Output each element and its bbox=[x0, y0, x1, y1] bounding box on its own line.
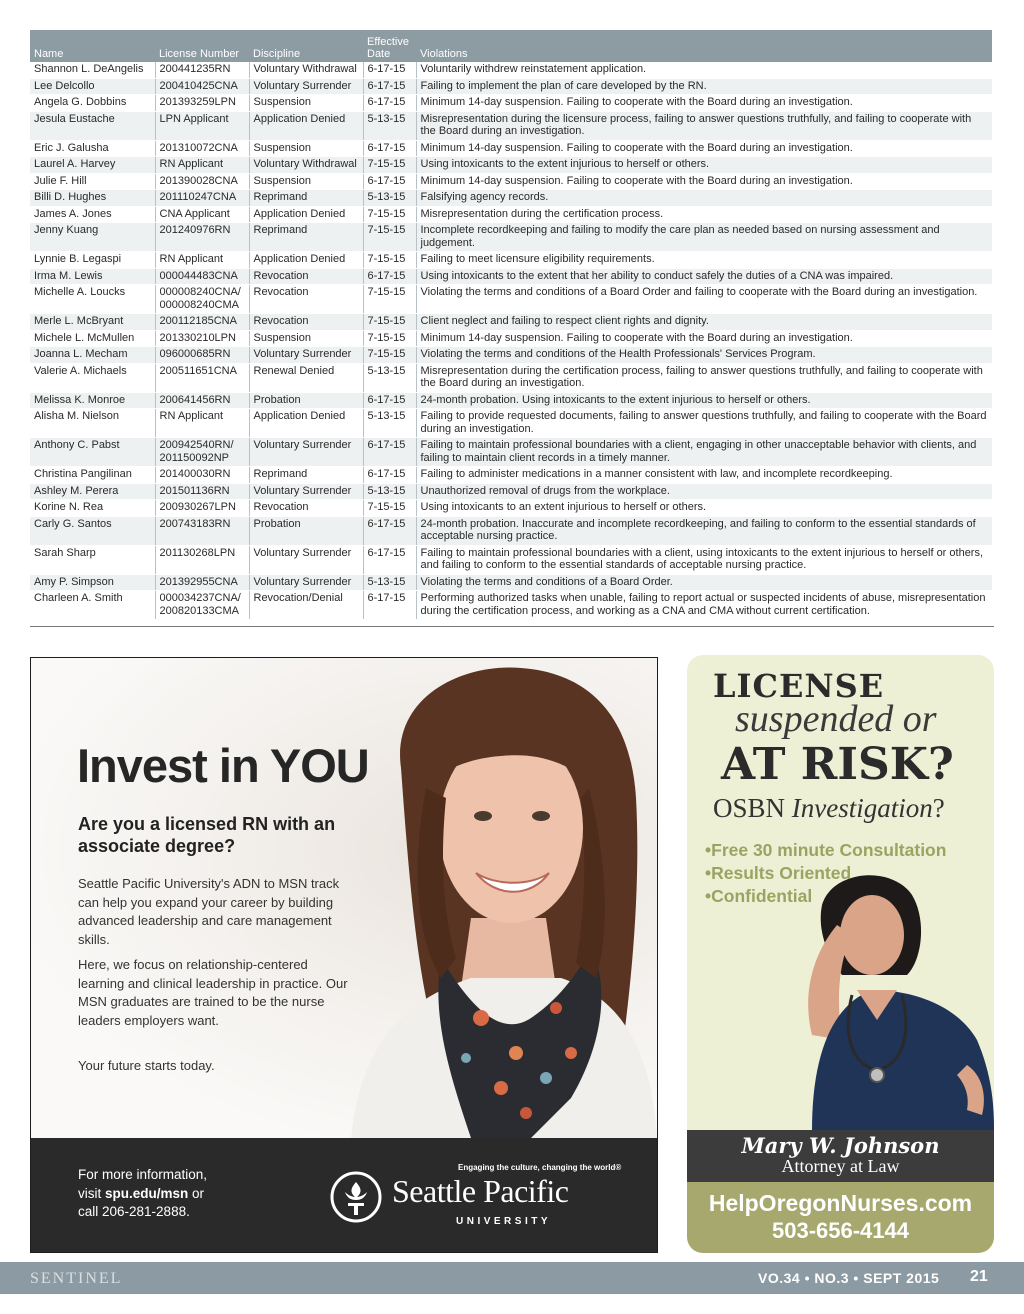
atty-headline-suspended: suspended or bbox=[735, 698, 937, 740]
spu-info-line1: For more information, bbox=[78, 1167, 208, 1182]
cell-violations: Violating the terms and conditions of a Board Order. bbox=[416, 574, 992, 591]
cell-name: Lynnie B. Legaspi bbox=[30, 252, 155, 269]
cell-date: 6-17-15 bbox=[363, 516, 416, 545]
cell-violations: Minimum 14-day suspension. Failing to cooperate with the Board during an investigation. bbox=[416, 173, 992, 190]
table-row bbox=[30, 206, 992, 223]
spu-phone: call 206-281-2888. bbox=[78, 1204, 190, 1219]
atty-question-mark: ? bbox=[932, 793, 945, 823]
table-row bbox=[30, 78, 992, 95]
footer-page-number: 21 bbox=[970, 1268, 988, 1285]
spu-logo-subtitle: UNIVERSITY bbox=[456, 1216, 552, 1227]
atty-osbn-line bbox=[713, 793, 945, 824]
table-row bbox=[30, 330, 992, 347]
cell-date: 7-15-15 bbox=[363, 500, 416, 517]
cell-date: 7-15-15 bbox=[363, 285, 416, 314]
cell-name: Michele L. McMullen bbox=[30, 330, 155, 347]
spu-advertisement[interactable] bbox=[30, 657, 658, 1253]
cell-license: 201390028CNA bbox=[155, 173, 249, 190]
cell-date: 5-13-15 bbox=[363, 190, 416, 207]
cell-name: Billi D. Hughes bbox=[30, 190, 155, 207]
cell-name: Merle L. McBryant bbox=[30, 314, 155, 331]
cell-violations: Unauthorized removal of drugs from the workplace. bbox=[416, 483, 992, 500]
atty-phone: 503-656-4144 bbox=[771, 1218, 909, 1243]
cell-license: 200410425CNA bbox=[155, 78, 249, 95]
cell-name: Laurel A. Harvey bbox=[30, 157, 155, 174]
cell-discipline: Suspension bbox=[249, 330, 363, 347]
atty-headline-at-risk: AT RISK? bbox=[721, 739, 954, 790]
header-license: License Number bbox=[155, 30, 249, 62]
spu-paragraph-2: Here, we focus on relationship-centered learning and clinical leadership in practice. Our MSN graduates are trained to be the nurse leaders employers want. bbox=[78, 957, 348, 1028]
cell-name: Jenny Kuang bbox=[30, 223, 155, 252]
spu-logo-icon bbox=[329, 1170, 383, 1224]
section-divider bbox=[30, 626, 994, 627]
atty-bullet-results: •Results Oriented bbox=[705, 863, 852, 883]
cell-name: Amy P. Simpson bbox=[30, 574, 155, 591]
cell-violations: Incomplete recordkeeping and failing to modify the care plan as needed based on nursing assessment and judgement. bbox=[416, 223, 992, 252]
cell-name: Alisha M. Nielson bbox=[30, 409, 155, 438]
atty-headline-license: LICENSE bbox=[713, 667, 885, 705]
table-row bbox=[30, 190, 992, 207]
cell-discipline: Reprimand bbox=[249, 467, 363, 484]
cell-name: Anthony C. Pabst bbox=[30, 438, 155, 467]
cell-license: RN Applicant bbox=[155, 252, 249, 269]
cell-license: 201110247CNA bbox=[155, 190, 249, 207]
cell-discipline: Application Denied bbox=[249, 409, 363, 438]
cell-violations: Using intoxicants to the extent that her ability to conduct safely the duties of a CNA was impaired. bbox=[416, 268, 992, 285]
cell-date: 5-13-15 bbox=[363, 574, 416, 591]
footer-issue: VO.34 • NO.3 • SEPT 2015 bbox=[758, 1270, 940, 1286]
cell-discipline: Voluntary Surrender bbox=[249, 347, 363, 364]
cell-discipline: Reprimand bbox=[249, 223, 363, 252]
cell-violations: Voluntarily withdrew reinstatement application. bbox=[416, 62, 992, 78]
table-row bbox=[30, 314, 992, 331]
atty-name: Mary W. Johnson bbox=[741, 1133, 940, 1158]
header-discipline: Discipline bbox=[249, 30, 363, 62]
spu-paragraph-3: Your future starts today. bbox=[78, 1058, 215, 1073]
table-body bbox=[30, 62, 992, 620]
atty-investigation: Investigation bbox=[791, 793, 933, 823]
cell-violations: Minimum 14-day suspension. Failing to cooperate with the Board during an investigation. bbox=[416, 330, 992, 347]
cell-discipline: Suspension bbox=[249, 95, 363, 112]
table-row bbox=[30, 545, 992, 574]
atty-title: Attorney at Law bbox=[781, 1156, 900, 1176]
atty-website-link[interactable]: HelpOregonNurses.com bbox=[708, 1190, 973, 1216]
cell-name: James A. Jones bbox=[30, 206, 155, 223]
cell-discipline: Application Denied bbox=[249, 252, 363, 269]
cell-license: 201310072CNA bbox=[155, 140, 249, 157]
cell-name: Sarah Sharp bbox=[30, 545, 155, 574]
cell-violations: Failing to meet licensure eligibility requirements. bbox=[416, 252, 992, 269]
cell-violations: Failing to administer medications in a manner consistent with law, and incomplete recordkeeping. bbox=[416, 467, 992, 484]
header-violations: Violations bbox=[416, 30, 992, 62]
table-row bbox=[30, 173, 992, 190]
spu-subheadline: Are you a licensed RN with an associate degree? bbox=[78, 814, 336, 856]
cell-violations: Falsifying agency records. bbox=[416, 190, 992, 207]
table-header-row bbox=[30, 30, 992, 62]
cell-license: 096000685RN bbox=[155, 347, 249, 364]
cell-violations: Failing to maintain professional boundaries with a client, using intoxicants to the extent injurious to herself or others, and failing to conform to the essential standards of acceptable nursing practice. bbox=[416, 545, 992, 574]
cell-discipline: Application Denied bbox=[249, 111, 363, 140]
cell-violations: Failing to provide requested documents, failing to answer questions truthfully, and failing to cooperate with the Board during an investigation. bbox=[416, 409, 992, 438]
cell-discipline: Voluntary Surrender bbox=[249, 574, 363, 591]
cell-date: 6-17-15 bbox=[363, 62, 416, 78]
cell-license: 201400030RN bbox=[155, 467, 249, 484]
woman-portrait-image bbox=[331, 658, 657, 1138]
header-name: Name bbox=[30, 30, 155, 62]
cell-name: Michelle A. Loucks bbox=[30, 285, 155, 314]
cell-date: 7-15-15 bbox=[363, 314, 416, 331]
cell-date: 6-17-15 bbox=[363, 545, 416, 574]
cell-license: 200511651CNA bbox=[155, 363, 249, 392]
cell-name: Shannon L. DeAngelis bbox=[30, 62, 155, 78]
cell-violations: Misrepresentation during the certification process, failing to answer questions truthfully, and failing to cooperate with the Board during an investigation. bbox=[416, 363, 992, 392]
cell-license: 200112185CNA bbox=[155, 314, 249, 331]
cell-date: 7-15-15 bbox=[363, 157, 416, 174]
cell-license: 201393259LPN bbox=[155, 95, 249, 112]
cell-name: Irma M. Lewis bbox=[30, 268, 155, 285]
header-date-line1: Effective bbox=[367, 36, 409, 48]
table-row bbox=[30, 285, 992, 314]
cell-discipline: Revocation bbox=[249, 268, 363, 285]
cell-violations: 24-month probation. Inaccurate and incomplete recordkeeping, and failing to conform to the essential standards of acceptable nursing practice. bbox=[416, 516, 992, 545]
cell-license: CNA Applicant bbox=[155, 206, 249, 223]
cell-date: 6-17-15 bbox=[363, 392, 416, 409]
cell-name: Jesula Eustache bbox=[30, 111, 155, 140]
cell-name: Joanna L. Mecham bbox=[30, 347, 155, 364]
atty-bullet-confidential: •Confidential bbox=[705, 886, 813, 906]
discipline-table-container bbox=[30, 30, 992, 620]
cell-discipline: Voluntary Withdrawal bbox=[249, 157, 363, 174]
table-row bbox=[30, 111, 992, 140]
cell-name: Julie F. Hill bbox=[30, 173, 155, 190]
cell-name: Christina Pangilinan bbox=[30, 467, 155, 484]
table-row bbox=[30, 268, 992, 285]
cell-license: 201240976RN bbox=[155, 223, 249, 252]
cell-violations: 24-month probation. Using intoxicants to the extent injurious to herself or others. bbox=[416, 392, 992, 409]
cell-violations: Violating the terms and conditions of the Health Professionals' Services Program. bbox=[416, 347, 992, 364]
cell-date: 6-17-15 bbox=[363, 140, 416, 157]
spu-contact-info bbox=[78, 1166, 207, 1222]
cell-violations: Minimum 14-day suspension. Failing to cooperate with the Board during an investigation. bbox=[416, 95, 992, 112]
cell-discipline: Renewal Denied bbox=[249, 363, 363, 392]
table-row bbox=[30, 95, 992, 112]
cell-license: 200441235RN bbox=[155, 62, 249, 78]
spu-tagline: Engaging the culture, changing the world® bbox=[458, 1163, 622, 1172]
cell-name: Carly G. Santos bbox=[30, 516, 155, 545]
table-row bbox=[30, 516, 992, 545]
cell-date: 6-17-15 bbox=[363, 78, 416, 95]
cell-discipline: Voluntary Surrender bbox=[249, 483, 363, 500]
cell-violations: Misrepresentation during the licensure process, failing to answer questions truthfully, and failing to cooperate with the Board during an investigation. bbox=[416, 111, 992, 140]
spu-paragraph-1: Seattle Pacific University's ADN to MSN track can help you expand your career by building advanced leadership and care management skills. bbox=[78, 876, 340, 947]
table-row bbox=[30, 252, 992, 269]
cell-license: 201392955CNA bbox=[155, 574, 249, 591]
cell-discipline: Voluntary Surrender bbox=[249, 545, 363, 574]
table-row bbox=[30, 363, 992, 392]
cell-license: 000044483CNA bbox=[155, 268, 249, 285]
table-row bbox=[30, 483, 992, 500]
table-row bbox=[30, 223, 992, 252]
cell-date: 7-15-15 bbox=[363, 347, 416, 364]
header-date-line2: Date bbox=[367, 48, 391, 60]
cell-violations: Performing authorized tasks when unable, failing to report actual or suspected incidents of abuse, misrepresentation during the certification process, and working as a CNA and CMA without current certification. bbox=[416, 591, 992, 620]
cell-license: 000034237CNA/ 200820133CMA bbox=[155, 591, 249, 620]
cell-date: 6-17-15 bbox=[363, 591, 416, 620]
cell-name: Angela G. Dobbins bbox=[30, 95, 155, 112]
cell-name: Charleen A. Smith bbox=[30, 591, 155, 620]
cell-license: RN Applicant bbox=[155, 157, 249, 174]
table-row bbox=[30, 62, 992, 78]
cell-license: 201501136RN bbox=[155, 483, 249, 500]
cell-discipline: Suspension bbox=[249, 140, 363, 157]
cell-date: 7-15-15 bbox=[363, 223, 416, 252]
cell-license: 201130268LPN bbox=[155, 545, 249, 574]
cell-license: 200743183RN bbox=[155, 516, 249, 545]
cell-name: Lee Delcollo bbox=[30, 78, 155, 95]
table-row bbox=[30, 409, 992, 438]
cell-discipline: Revocation bbox=[249, 500, 363, 517]
cell-license: 201330210LPN bbox=[155, 330, 249, 347]
cell-name: Korine N. Rea bbox=[30, 500, 155, 517]
cell-discipline: Revocation bbox=[249, 285, 363, 314]
cell-violations: Using intoxicants to the extent injurious to herself or others. bbox=[416, 157, 992, 174]
spu-info-visit: visit bbox=[78, 1185, 105, 1201]
cell-violations: Minimum 14-day suspension. Failing to cooperate with the Board during an investigation. bbox=[416, 140, 992, 157]
cell-date: 5-13-15 bbox=[363, 363, 416, 392]
cell-violations: Violating the terms and conditions of a Board Order and failing to cooperate with the Board during an investigation. bbox=[416, 285, 992, 314]
cell-license: LPN Applicant bbox=[155, 111, 249, 140]
cell-license: 000008240CNA/ 000008240CMA bbox=[155, 285, 249, 314]
table-row bbox=[30, 392, 992, 409]
cell-discipline: Suspension bbox=[249, 173, 363, 190]
table-row bbox=[30, 591, 992, 620]
cell-date: 7-15-15 bbox=[363, 252, 416, 269]
spu-logo-name: Seattle Pacific bbox=[392, 1173, 569, 1209]
cell-violations: Misrepresentation during the certification process. bbox=[416, 206, 992, 223]
cell-name: Melissa K. Monroe bbox=[30, 392, 155, 409]
cell-discipline: Reprimand bbox=[249, 190, 363, 207]
atty-bullet-consultation: •Free 30 minute Consultation bbox=[705, 840, 947, 860]
cell-violations: Failing to implement the plan of care developed by the RN. bbox=[416, 78, 992, 95]
cell-name: Eric J. Galusha bbox=[30, 140, 155, 157]
table-row bbox=[30, 157, 992, 174]
cell-date: 7-15-15 bbox=[363, 206, 416, 223]
cell-license: 200641456RN bbox=[155, 392, 249, 409]
cell-violations: Using intoxicants to an extent injurious to herself or others. bbox=[416, 500, 992, 517]
cell-discipline: Application Denied bbox=[249, 206, 363, 223]
cell-discipline: Revocation bbox=[249, 314, 363, 331]
cell-discipline: Voluntary Surrender bbox=[249, 78, 363, 95]
discipline-table bbox=[30, 30, 992, 620]
cell-discipline: Probation bbox=[249, 392, 363, 409]
cell-violations: Client neglect and failing to respect client rights and dignity. bbox=[416, 314, 992, 331]
cell-name: Valerie A. Michaels bbox=[30, 363, 155, 392]
nurse-photo-image bbox=[782, 865, 994, 1130]
header-effective-date bbox=[363, 30, 416, 62]
cell-discipline: Probation bbox=[249, 516, 363, 545]
cell-license: RN Applicant bbox=[155, 409, 249, 438]
table-row bbox=[30, 574, 992, 591]
table-row bbox=[30, 500, 992, 517]
cell-discipline: Voluntary Withdrawal bbox=[249, 62, 363, 78]
table-row bbox=[30, 347, 992, 364]
spu-info-or: or bbox=[188, 1185, 205, 1201]
cell-license: 200942540RN/ 201150092NP bbox=[155, 438, 249, 467]
table-row bbox=[30, 140, 992, 157]
cell-license: 200930267LPN bbox=[155, 500, 249, 517]
cell-discipline: Voluntary Surrender bbox=[249, 438, 363, 467]
table-row bbox=[30, 438, 992, 467]
cell-name: Ashley M. Perera bbox=[30, 483, 155, 500]
table-row bbox=[30, 467, 992, 484]
cell-date: 7-15-15 bbox=[363, 330, 416, 347]
cell-date: 6-17-15 bbox=[363, 438, 416, 467]
spu-headline: Invest in YOU bbox=[77, 739, 369, 792]
cell-date: 6-17-15 bbox=[363, 95, 416, 112]
spu-url-link[interactable]: spu.edu/msn bbox=[105, 1185, 189, 1201]
cell-date: 6-17-15 bbox=[363, 268, 416, 285]
cell-violations: Failing to maintain professional boundaries with a client, engaging in other unacceptable behavior with clients, and failing to maintain client records in a timely manner. bbox=[416, 438, 992, 467]
atty-osbn: OSBN bbox=[713, 793, 792, 823]
attorney-advertisement[interactable] bbox=[687, 655, 994, 1253]
cell-discipline: Revocation/Denial bbox=[249, 591, 363, 620]
footer-brand: SENTINEL bbox=[30, 1270, 123, 1287]
cell-date: 6-17-15 bbox=[363, 467, 416, 484]
cell-date: 6-17-15 bbox=[363, 173, 416, 190]
cell-date: 5-13-15 bbox=[363, 483, 416, 500]
cell-date: 5-13-15 bbox=[363, 409, 416, 438]
cell-date: 5-13-15 bbox=[363, 111, 416, 140]
